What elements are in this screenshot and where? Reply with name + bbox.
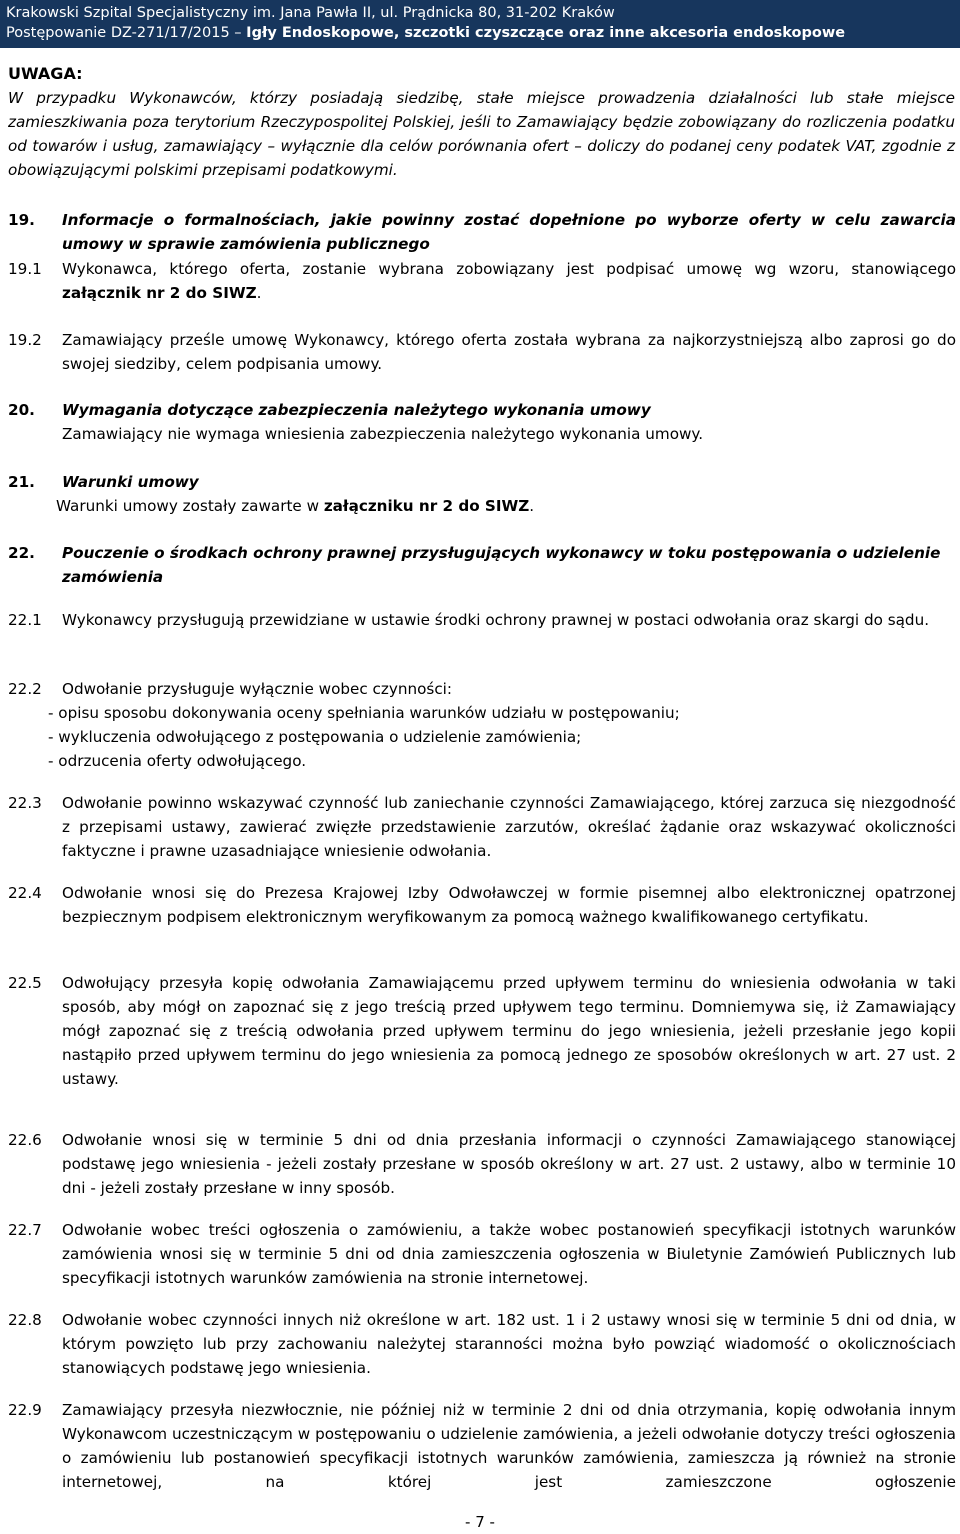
warning-title: UWAGA: bbox=[8, 64, 83, 83]
para-22-1: Wykonawcy przysługują przewidziane w ustawie środki ochrony prawnej w postaci odwołania oraz skargi do sądu. bbox=[62, 611, 930, 629]
section-19-number: 19. bbox=[8, 211, 35, 229]
section-20-number: 20. bbox=[8, 401, 35, 419]
document-header bbox=[0, 0, 960, 48]
para-22-6-number: 22.6 bbox=[8, 1131, 42, 1149]
para-22-7: Odwołanie wobec treści ogłoszenia o zamówieniu, a także wobec postanowień specyfikacji istotnych warunków zamówienia wnosi się w terminie 5 dni od dnia zamieszczenia ogłoszenia w Biuletynie Zamówień Publicznych lub specyfikacji istotnych warunków zamówienia na stronie internetowej. bbox=[62, 1221, 956, 1287]
para-22-3-number: 22.3 bbox=[8, 794, 42, 812]
para-22-5: Odwołujący przesyła kopię odwołania Zamawiającemu przed upływem terminu do wniesienia odwołania w taki sposób, aby mógł on zapoznać się z jego treścią przed upływem tego terminu. Domniemywa się, iż Zamawiający mógł zapoznać się z treścią odwołania przed upływem terminu do jego wniesienia, jeżeli przesłanie jego kopii nastąpiło przed upływem terminu do jego wniesienia za pomocą jednego ze sposobów określonych w art. 27 ust. 2 ustawy. bbox=[62, 974, 956, 1088]
section-21-text: Warunki umowy zostały zawarte w załączniku nr 2 do SIWZ. bbox=[56, 497, 535, 515]
para-22-2-number: 22.2 bbox=[8, 680, 42, 698]
section-22-title: Pouczenie o środkach ochrony prawnej przysługujących wykonawcy w toku postępowania o udzielenie zamówienia bbox=[62, 544, 941, 586]
para-22-3: Odwołanie powinno wskazywać czynność lub zaniechanie czynności Zamawiającego, której zarzuca się niezgodność z przepisami ustawy, zawierać zwięzłe przedstawienie zarzutów, określać żądanie oraz wskazywać okoliczności faktyczne i prawne uzasadniające wniesienie odwołania. bbox=[62, 794, 956, 860]
para-19-1: Wykonawca, którego oferta, zostanie wybrana zobowiązany jest podpisać umowę wg wzoru, stanowiącego załącznik nr 2 do SIWZ. bbox=[62, 260, 956, 302]
page-number: - 7 - bbox=[465, 1513, 495, 1531]
para-19-1-number: 19.1 bbox=[8, 260, 42, 278]
section-21-number: 21. bbox=[8, 473, 35, 491]
para-22-4: Odwołanie wnosi się do Prezesa Krajowej Izby Odwoławczej w formie pisemnej albo elektronicznej opatrzonej bezpiecznym podpisem elektronicznym weryfikowanym za pomocą ważnego kwalifikowanego certyfikatu. bbox=[62, 884, 956, 926]
para-22-8: Odwołanie wobec czynności innych niż określone w art. 182 ust. 1 i 2 ustawy wnosi się w terminie 5 dni od dnia, w którym powzięto lub przy zachowaniu należytej staranności można było powziąć wiadomość o okolicznościach stanowiących podstawę jego wniesienia. bbox=[62, 1311, 956, 1377]
para-22-7-number: 22.7 bbox=[8, 1221, 42, 1239]
para-22-1-number: 22.1 bbox=[8, 611, 42, 629]
list-item: - wykluczenia odwołującego z postępowania o udzielenie zamówienia; bbox=[48, 728, 582, 746]
para-22-5-number: 22.5 bbox=[8, 974, 42, 992]
para-22-9-number: 22.9 bbox=[8, 1401, 42, 1419]
para-22-8-number: 22.8 bbox=[8, 1311, 42, 1329]
para-19-2-number: 19.2 bbox=[8, 331, 42, 349]
para-19-2: Zamawiający prześle umowę Wykonawcy, którego oferta została wybrana za najkorzystniejszą albo zaprosi go do swojej siedziby, celem podpisania umowy. bbox=[62, 331, 956, 373]
section-21-title: Warunki umowy bbox=[62, 473, 199, 491]
warning-block bbox=[8, 62, 955, 182]
para-22-9: Zamawiający przesyła niezwłocznie, nie później niż w terminie 2 dni od dnia otrzymania, kopię odwołania innym Wykonawcom uczestniczącym w postępowaniu o udzielenie zamówienia, a jeżeli odwołanie dotyczy treści ogłoszenia o zamówieniu lub postanowień specyfikacji istotnych warunków zamówienia, zamieszcza ją również na stronie internetowej, na której jest zamieszczone ogłoszenie bbox=[62, 1401, 956, 1491]
section-20-text: Zamawiający nie wymaga wniesienia zabezpieczenia należytego wykonania umowy. bbox=[62, 425, 704, 443]
para-22-2: Odwołanie przysługuje wyłącznie wobec czynności: bbox=[62, 680, 453, 698]
list-item: - opisu sposobu dokonywania oceny spełniania warunków udziału w postępowaniu; bbox=[48, 704, 680, 722]
warning-text: W przypadku Wykonawców, którzy posiadają siedzibę, stałe miejsce prowadzenia działalności lub stałe miejsce zamieszkiwania poza terytorium Rzeczypospolitej Polskiej, jeśli to Zamawiający będzie zobowiązany do rozliczenia podatku od towarów i usług, zamawiający – wyłącznie dla celów porównania ofert – doliczy do podanej ceny podatek VAT, zgodnie z obowiązującymi polskimi przepisami podatkowymi. bbox=[8, 89, 955, 179]
para-22-2-list bbox=[48, 701, 680, 773]
section-20-title: Wymagania dotyczące zabezpieczenia należytego wykonania umowy bbox=[62, 401, 651, 419]
header-address: Krakowski Szpital Specjalistyczny im. Jana Pawła II, ul. Prądnicka 80, 31-202 Kraków bbox=[6, 5, 615, 21]
para-22-4-number: 22.4 bbox=[8, 884, 42, 902]
section-19-title: Informacje o formalnościach, jakie powinny zostać dopełnione po wyborze oferty w celu zawarcia umowy w sprawie zamówienia publicznego bbox=[62, 211, 956, 253]
header-procedure: Postępowanie DZ-271/17/2015 – Igły Endoskopowe, szczotki czyszczące oraz inne akcesoria endoskopowe bbox=[6, 25, 846, 41]
section-22-number: 22. bbox=[8, 544, 35, 562]
para-22-6: Odwołanie wnosi się w terminie 5 dni od dnia przesłania informacji o czynności Zamawiającego stanowiącej podstawę jego wniesienia - jeżeli zostały przesłane w sposób określony w art. 27 ust. 2 ustawy, albo w terminie 10 dni - jeżeli zostały przesłane w inny sposób. bbox=[62, 1131, 956, 1197]
list-item: - odrzucenia oferty odwołującego. bbox=[48, 752, 307, 770]
